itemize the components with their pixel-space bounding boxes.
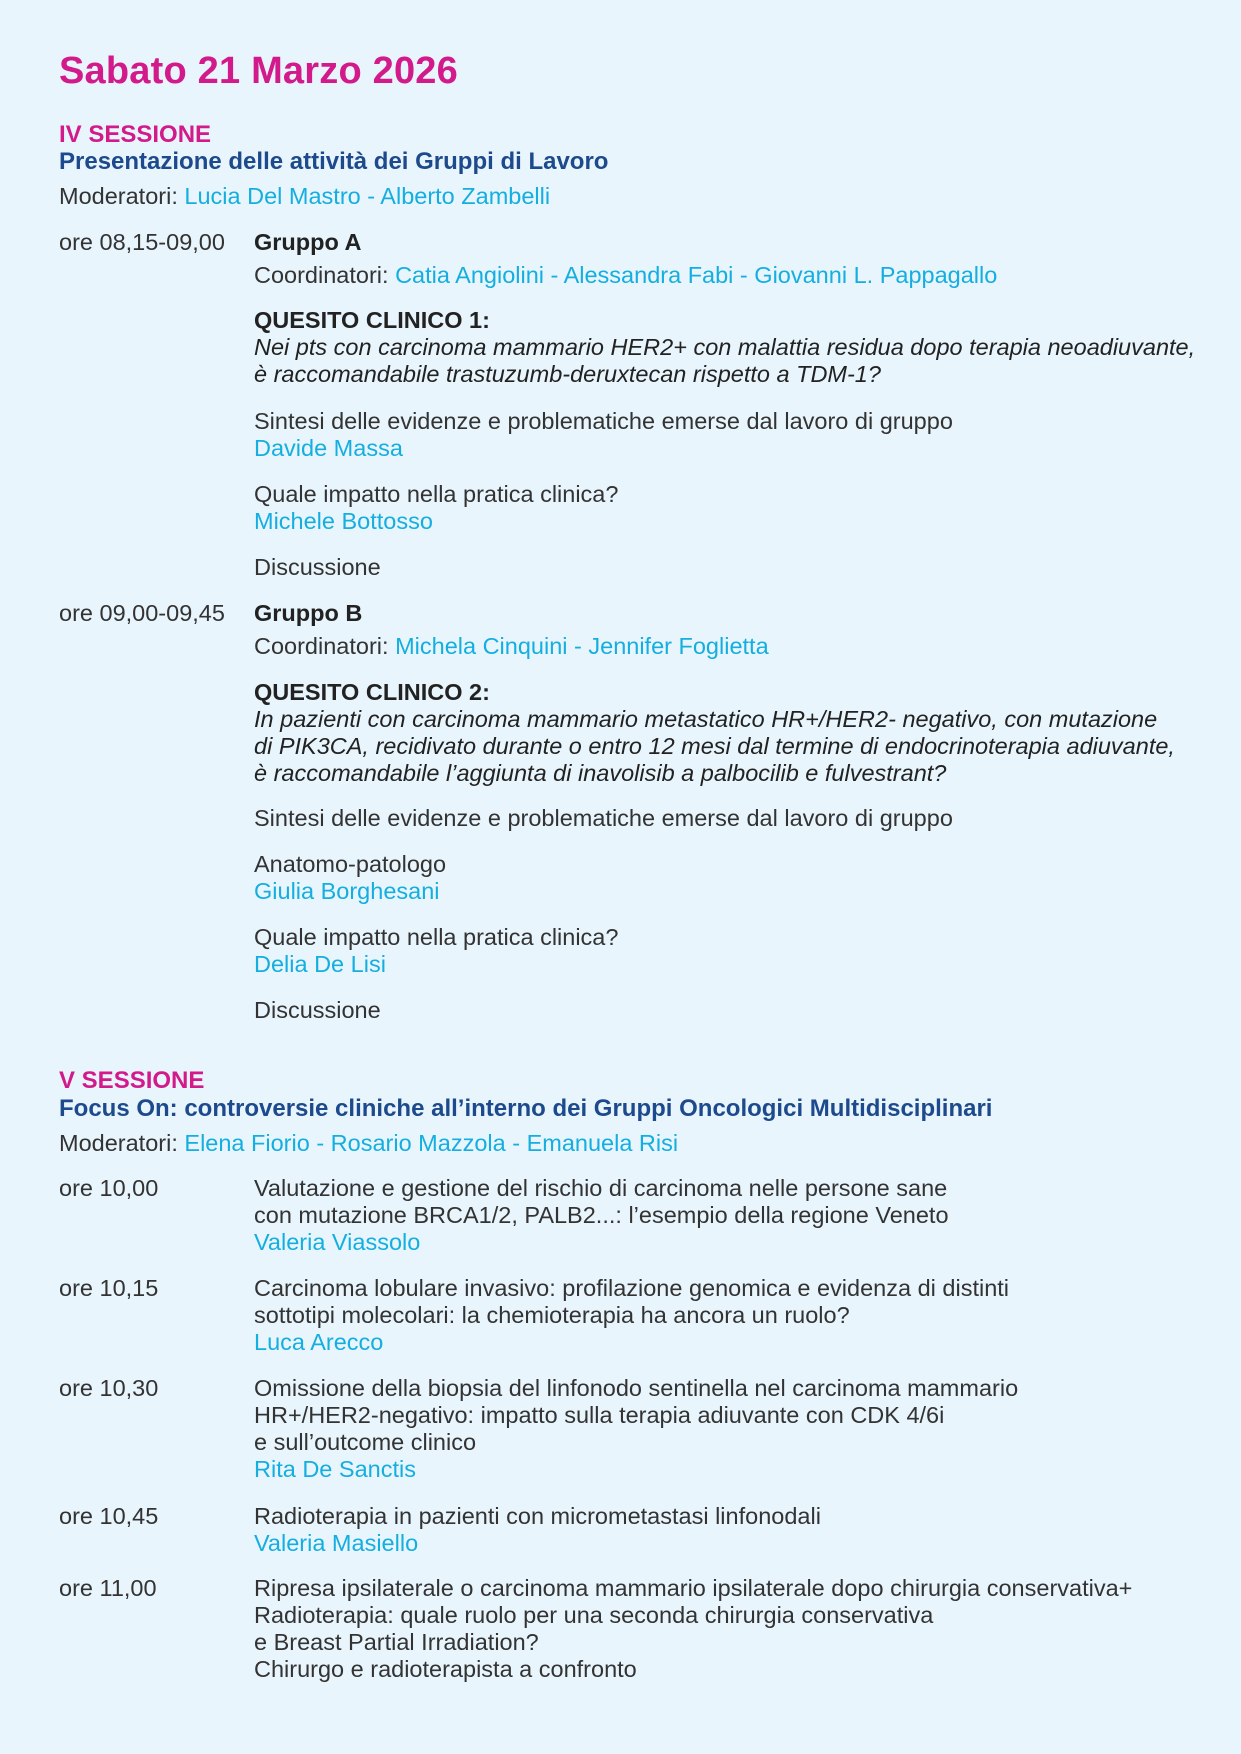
talk-title: Valutazione e gestione del rischio di carcinoma nelle persone sane — [254, 1175, 948, 1201]
coordinators-names: Michela Cinquini - Jennifer Foglietta — [395, 633, 769, 659]
time-slot: ore 10,45 — [59, 1503, 159, 1529]
synthesis-text: Sintesi delle evidenze e problematiche emerse dal lavoro di gruppo — [254, 805, 953, 831]
speaker-name: Rita De Sanctis — [254, 1456, 416, 1482]
talk-title: Chirurgo e radioterapista a confronto — [254, 1656, 637, 1682]
talk-title: con mutazione BRCA1/2, PALB2...: l’esempio della regione Veneto — [254, 1202, 949, 1228]
speaker-name: Luca Arecco — [254, 1329, 384, 1355]
moderators-names: Lucia Del Mastro - Alberto Zambelli — [184, 183, 551, 209]
question-text: Nei pts con carcinoma mammario HER2+ con malattia residua dopo terapia neoadiuvante, — [254, 334, 1196, 360]
pathologist-text: Anatomo-patologo — [254, 851, 447, 877]
question-text: è raccomandabile l’aggiunta di inavolisib a palbocilib e fulvestrant? — [254, 760, 947, 786]
impact-text: Quale impatto nella pratica clinica? — [254, 924, 619, 950]
moderators-prefix: Moderatori: — [59, 183, 178, 209]
talk-title: e sull’outcome clinico — [254, 1429, 477, 1455]
coordinators-prefix: Coordinatori: — [254, 262, 389, 288]
talk-title: Carcinoma lobulare invasivo: profilazione genomica e evidenza di distinti — [254, 1275, 1010, 1301]
moderators-line — [59, 1130, 678, 1157]
group-title: Gruppo A — [254, 229, 362, 255]
moderators-line — [59, 183, 550, 210]
question-title: QUESITO CLINICO 1: — [254, 307, 490, 333]
impact-text: Quale impatto nella pratica clinica? — [254, 481, 619, 507]
discussion-text: Discussione — [254, 997, 381, 1023]
moderators-names: Elena Fiorio - Rosario Mazzola - Emanuela Risi — [184, 1130, 679, 1156]
day-title: Sabato 21 Marzo 2026 — [59, 50, 458, 92]
moderators-prefix: Moderatori: — [59, 1130, 178, 1156]
synthesis-text: Sintesi delle evidenze e problematiche emerse dal lavoro di gruppo — [254, 408, 953, 434]
speaker-name: Giulia Borghesani — [254, 878, 440, 904]
group-title: Gruppo B — [254, 600, 363, 626]
talk-title: sottotipi molecolari: la chemioterapia ha ancora un ruolo? — [254, 1302, 850, 1328]
coordinators-line — [254, 633, 769, 660]
speaker-name: Valeria Viassolo — [254, 1229, 421, 1255]
session-subtitle: Presentazione delle attività dei Gruppi di Lavoro — [59, 148, 609, 175]
speaker-name: Valeria Masiello — [254, 1530, 419, 1556]
talk-title: e Breast Partial Irradiation? — [254, 1629, 539, 1655]
session-subtitle: Focus On: controversie cliniche all’interno dei Gruppi Oncologici Multidisciplinari — [59, 1095, 993, 1122]
coordinators-line — [254, 262, 997, 289]
speaker-name: Delia De Lisi — [254, 951, 386, 977]
question-text: In pazienti con carcinoma mammario metastatico HR+/HER2- negativo, con mutazione — [254, 706, 1158, 732]
time-slot: ore 10,30 — [59, 1375, 159, 1401]
time-slot: ore 10,15 — [59, 1275, 159, 1301]
time-slot: ore 10,00 — [59, 1175, 159, 1201]
time-slot: ore 09,00-09,45 — [59, 600, 225, 626]
coordinators-names: Catia Angiolini - Alessandra Fabi - Giovanni L. Pappagallo — [395, 262, 998, 288]
coordinators-prefix: Coordinatori: — [254, 633, 389, 659]
question-text: è raccomandabile trastuzumb-deruxtecan rispetto a TDM-1? — [254, 361, 881, 387]
speaker-name: Davide Massa — [254, 435, 403, 461]
talk-title: Ripresa ipsilaterale o carcinoma mammario ipsilaterale dopo chirurgia conservativa+ — [254, 1575, 1133, 1601]
session-label: IV SESSIONE — [59, 121, 212, 148]
time-slot: ore 08,15-09,00 — [59, 229, 225, 255]
discussion-text: Discussione — [254, 554, 381, 580]
question-text: di PIK3CA, recidivato durante o entro 12 mesi dal termine di endocrinoterapia adiuvante, — [254, 733, 1175, 759]
session-label: V SESSIONE — [59, 1067, 205, 1094]
talk-title: Omissione della biopsia del linfonodo sentinella nel carcinoma mammario — [254, 1375, 1019, 1401]
speaker-name: Michele Bottosso — [254, 508, 433, 534]
talk-title: HR+/HER2-negativo: impatto sulla terapia adiuvante con CDK 4/6i — [254, 1402, 945, 1428]
talk-title: Radioterapia: quale ruolo per una seconda chirurgia conservativa — [254, 1602, 934, 1628]
talk-title: Radioterapia in pazienti con micrometastasi linfonodali — [254, 1503, 821, 1529]
question-title: QUESITO CLINICO 2: — [254, 679, 490, 705]
time-slot: ore 11,00 — [59, 1575, 157, 1601]
